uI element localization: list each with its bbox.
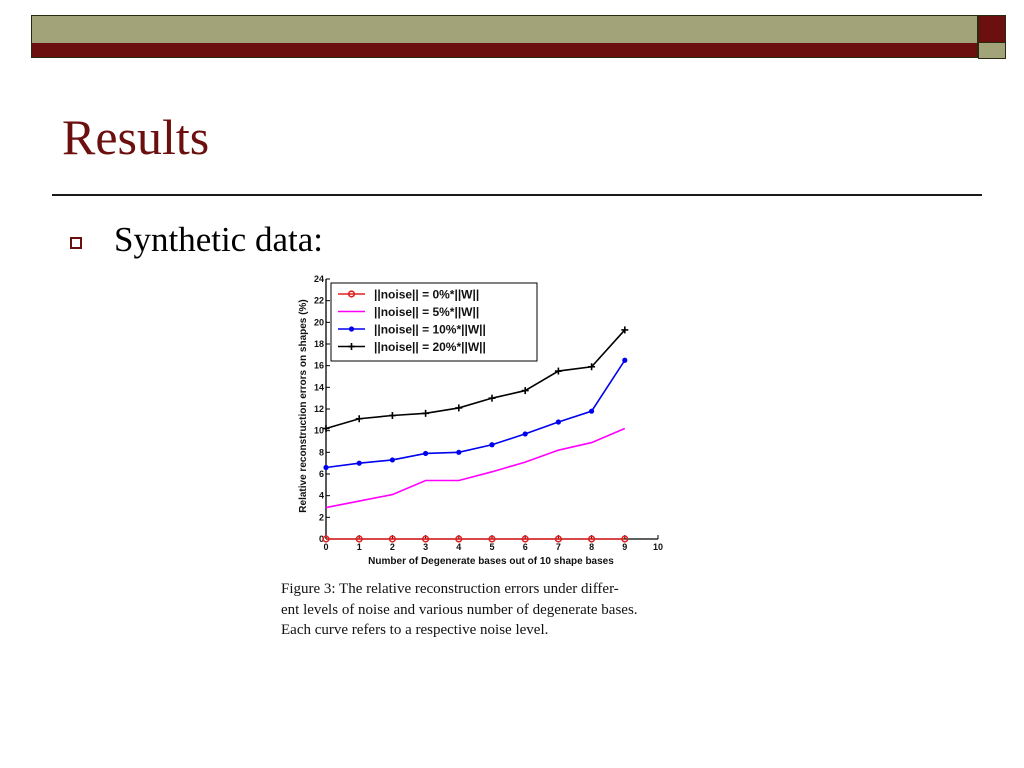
x-tick-label: 3 [423, 542, 429, 552]
data-point [589, 409, 594, 414]
bullet-square-icon [70, 237, 82, 249]
legend-label: ||noise|| = 20%*||W|| [374, 340, 486, 354]
data-point [489, 395, 496, 402]
x-tick-label: 0 [323, 542, 329, 552]
data-point [422, 410, 429, 417]
bullet-text: Synthetic data: [114, 220, 323, 259]
x-tick-label: 7 [555, 542, 561, 552]
y-tick-label: 0 [318, 534, 324, 544]
x-tick-label: 5 [489, 542, 495, 552]
y-tick-label: 16 [313, 360, 324, 371]
y-tick-label: 10 [313, 425, 324, 436]
x-axis-label: Number of Degenerate bases out of 10 shape bases [368, 556, 614, 567]
x-tick-label: 4 [456, 542, 462, 552]
data-point [456, 450, 461, 455]
data-point [556, 419, 561, 424]
data-point [390, 457, 395, 462]
header-decor-stripe [31, 43, 978, 58]
series-1 [326, 429, 625, 508]
data-point [523, 431, 528, 436]
y-tick-label: 20 [313, 317, 324, 328]
figure-caption: Figure 3: The relative reconstruction errors under differ- ent levels of noise and various number of degenerate bases. Each curve refers to a respective noise level. [281, 581, 638, 638]
legend-marker [349, 326, 354, 331]
data-point [555, 368, 562, 375]
y-tick-label: 12 [313, 404, 324, 414]
data-point [423, 451, 428, 456]
data-point [323, 465, 328, 470]
data-point [357, 461, 362, 466]
header-decor-bar [31, 15, 978, 45]
y-tick-label: 14 [313, 382, 324, 393]
header-corner-block-light [978, 42, 1006, 59]
series-0 [323, 536, 627, 542]
y-tick-label: 8 [318, 447, 324, 458]
slide-title: Results [62, 109, 210, 165]
data-point [489, 442, 494, 447]
x-tick-label: 8 [589, 542, 595, 552]
data-point [522, 387, 529, 394]
y-tick-label: 22 [313, 295, 324, 306]
title-divider [52, 194, 982, 196]
series-line [326, 360, 625, 467]
y-tick-label: 18 [313, 339, 324, 349]
data-point [389, 412, 396, 419]
series-line [326, 429, 625, 508]
data-point [622, 358, 627, 363]
y-tick-label: 4 [318, 490, 324, 501]
x-tick-label: 2 [389, 542, 395, 552]
chart-legend [331, 283, 537, 361]
legend-label: ||noise|| = 10%*||W|| [374, 322, 486, 337]
line-chart [290, 272, 690, 572]
y-tick-label: 6 [318, 469, 324, 479]
x-tick-label: 10 [652, 542, 664, 552]
x-tick-label: 9 [622, 542, 628, 552]
data-point [455, 404, 462, 411]
y-tick-label: 24 [313, 274, 324, 284]
series-2 [323, 358, 627, 470]
header-corner-block-dark [978, 15, 1006, 43]
x-tick-label: 6 [522, 542, 528, 552]
legend-label: ||noise|| = 0%*||W|| [374, 287, 480, 302]
data-point [356, 415, 363, 422]
legend-label: ||noise|| = 5%*||W|| [374, 305, 480, 319]
x-tick-label: 1 [356, 542, 362, 552]
y-tick-label: 2 [318, 512, 324, 523]
y-axis-label: Relative reconstruction errors on shapes (%) [298, 299, 309, 513]
